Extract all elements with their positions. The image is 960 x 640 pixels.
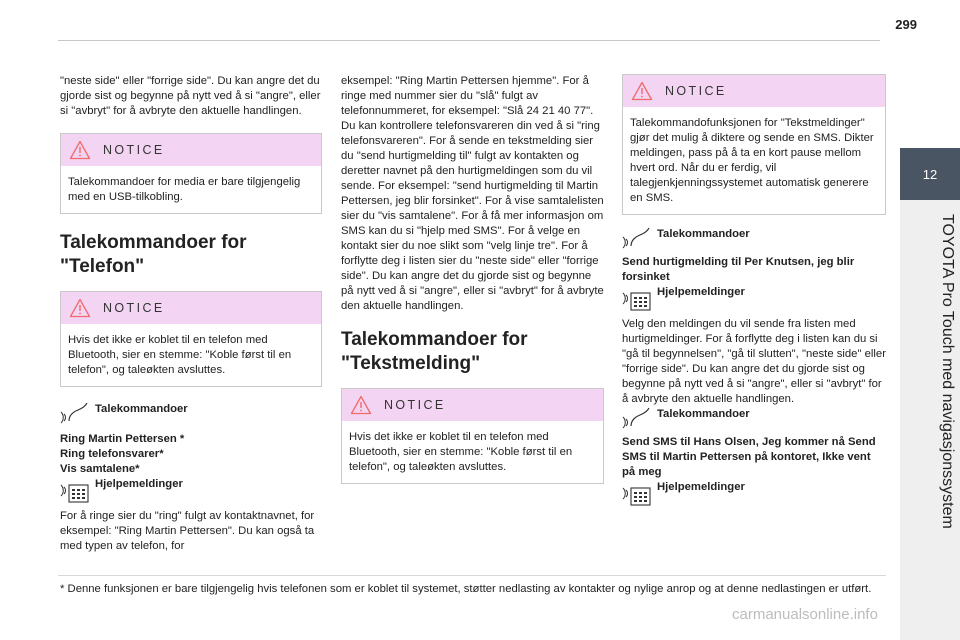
top-rule: [58, 40, 880, 41]
notice-body: Talekommandoer for media er bare tilgjengelig med en USB-tilkobling.: [68, 176, 301, 203]
help-messages-label: Hjelpemeldinger: [95, 478, 183, 490]
voice-command-label: Talekommandoer: [95, 403, 188, 415]
help-message-icon: [622, 480, 652, 506]
command-item: Send hurtigmelding til Per Knutsen, jeg blir forsinket: [622, 256, 855, 283]
notice-title: NOTICE: [384, 397, 446, 412]
notice-header: [61, 292, 321, 324]
command-item: Ring telefonsvarer*: [60, 448, 164, 460]
notice-box: [60, 133, 322, 214]
page-number: 299: [895, 17, 917, 32]
column-2: [341, 74, 604, 484]
notice-box: [341, 388, 604, 484]
notice-title: NOTICE: [103, 142, 165, 157]
warning-icon: [69, 298, 91, 318]
command-list: [60, 432, 322, 477]
warning-icon: [631, 81, 653, 101]
column-1: [60, 74, 322, 554]
notice-box: [60, 291, 322, 387]
notice-title: NOTICE: [103, 300, 165, 315]
help-messages-label: Hjelpemeldinger: [657, 286, 745, 298]
command-item: Vis samtalene*: [60, 463, 140, 475]
footnote: * Denne funksjonen er bare tilgjengelig hvis telefonen som er koblet til systemet, støtter nedlasting av kontakter og nylige anrop og at denne nedlastingen er utført.: [60, 583, 872, 595]
help-paragraph: Velg den meldingen du vil sende fra listen med hurtigmeldinger. For å forflytte deg i listen kan du si "gå til begynnelsen", "gå til slutten", "neste side" eller "forrige side". Du kan angre det du gjorde sist og begynne på nytt ved å si "angre", eller si "avbryt" for å avbryte den aktuelle handlingen.: [622, 318, 886, 405]
help-messages-header: [622, 480, 886, 506]
help-messages-header: [622, 285, 886, 311]
chapter-title: TOYOTA Pro Touch med navigasjonssystem: [939, 214, 956, 529]
help-messages-label: Hjelpemeldinger: [657, 481, 745, 493]
help-message-icon: [622, 285, 652, 311]
command-item: Ring Martin Pettersen *: [60, 433, 185, 445]
voice-command-header: [622, 407, 886, 429]
voice-command-header: [622, 227, 886, 249]
warning-icon: [69, 140, 91, 160]
footnote-rule: [58, 575, 886, 576]
watermark: carmanualsonline.info: [732, 606, 878, 623]
voice-command-icon: [60, 402, 90, 424]
notice-box: [622, 74, 886, 215]
voice-command-label: Talekommandoer: [657, 408, 750, 420]
help-messages-header: [60, 477, 322, 503]
help-message-icon: [60, 477, 90, 503]
body-paragraph: eksempel: "Ring Martin Pettersen hjemme". For å ringe med nummer sier du "slå" fulgt av telefonnummeret, for eksempel: "Slå 24 21 40 77". Du kan kontrollere telefonsvareren din ved å si "ring telefonsvareren". For å sende en tekstmelding sier du "send hurtigmelding til" fulgt av kontakten og deretter navnet på den hurtigmeldingen som du vil sende. For eksempel: "send hurtigmelding til Martin Pettersen, jeg blir forsinket". For å vise samtalelisten sier du "vis samtalene". For å få mer informasjon om SMS kan du si "hjelp med SMS". For å velge en kontakt sier du noe slikt som "velg linje tre". For å forflytte deg i listen sier du "neste side" eller "forrige side". Du kan angre det du gjorde sist og begynne på nytt ved å si "angre", eller si "avbryt" for å avbryte den aktuelle handlingen.: [341, 75, 604, 312]
column-3: [622, 74, 886, 506]
voice-command-header: [60, 402, 322, 424]
voice-command-icon: [622, 227, 652, 249]
notice-body: Hvis det ikke er koblet til en telefon med Bluetooth, sier en stemme: "Koble først til en telefon", og taleøkten avsluttes.: [349, 431, 573, 473]
command-item: Send SMS til Hans Olsen, Jeg kommer nå Send SMS til Martin Pettersen på kontoret, Ikke vent på meg: [622, 436, 876, 478]
voice-command-icon: [622, 407, 652, 429]
notice-body: Hvis det ikke er koblet til en telefon med Bluetooth, sier en stemme: "Koble først til en telefon", og taleøkten avsluttes.: [68, 334, 292, 376]
warning-icon: [350, 395, 372, 415]
notice-header: [61, 134, 321, 166]
section-title-telefon: Talekommandoer for "Telefon": [60, 232, 247, 277]
help-paragraph: For å ringe sier du "ring" fulgt av kontaktnavnet, for eksempel: "Ring Martin Pettersen". Du kan også ta med typen av telefon, for: [60, 510, 315, 552]
notice-title: NOTICE: [665, 83, 727, 98]
notice-body: Talekommandofunksjonen for "Tekstmeldinger" gjør det mulig å diktere og sende en SMS. Dikter meldingen, pass på å ta en kort pause mellom hvert ord. Når du er ferdig, vil talegjenkjenningssystemet automatisk generere en SMS.: [630, 117, 874, 204]
section-title-tekstmelding: Talekommandoer for "Tekstmelding": [341, 329, 528, 374]
voice-command-label: Talekommandoer: [657, 228, 750, 240]
notice-header: [623, 75, 885, 107]
notice-header: [342, 389, 603, 421]
intro-paragraph: "neste side" eller "forrige side". Du kan angre det du gjorde sist og begynne på nytt ved å si "angre", eller si "avbryt" for å avbryte den aktuelle handlingen.: [60, 75, 321, 117]
chapter-tab: 12: [900, 148, 960, 200]
